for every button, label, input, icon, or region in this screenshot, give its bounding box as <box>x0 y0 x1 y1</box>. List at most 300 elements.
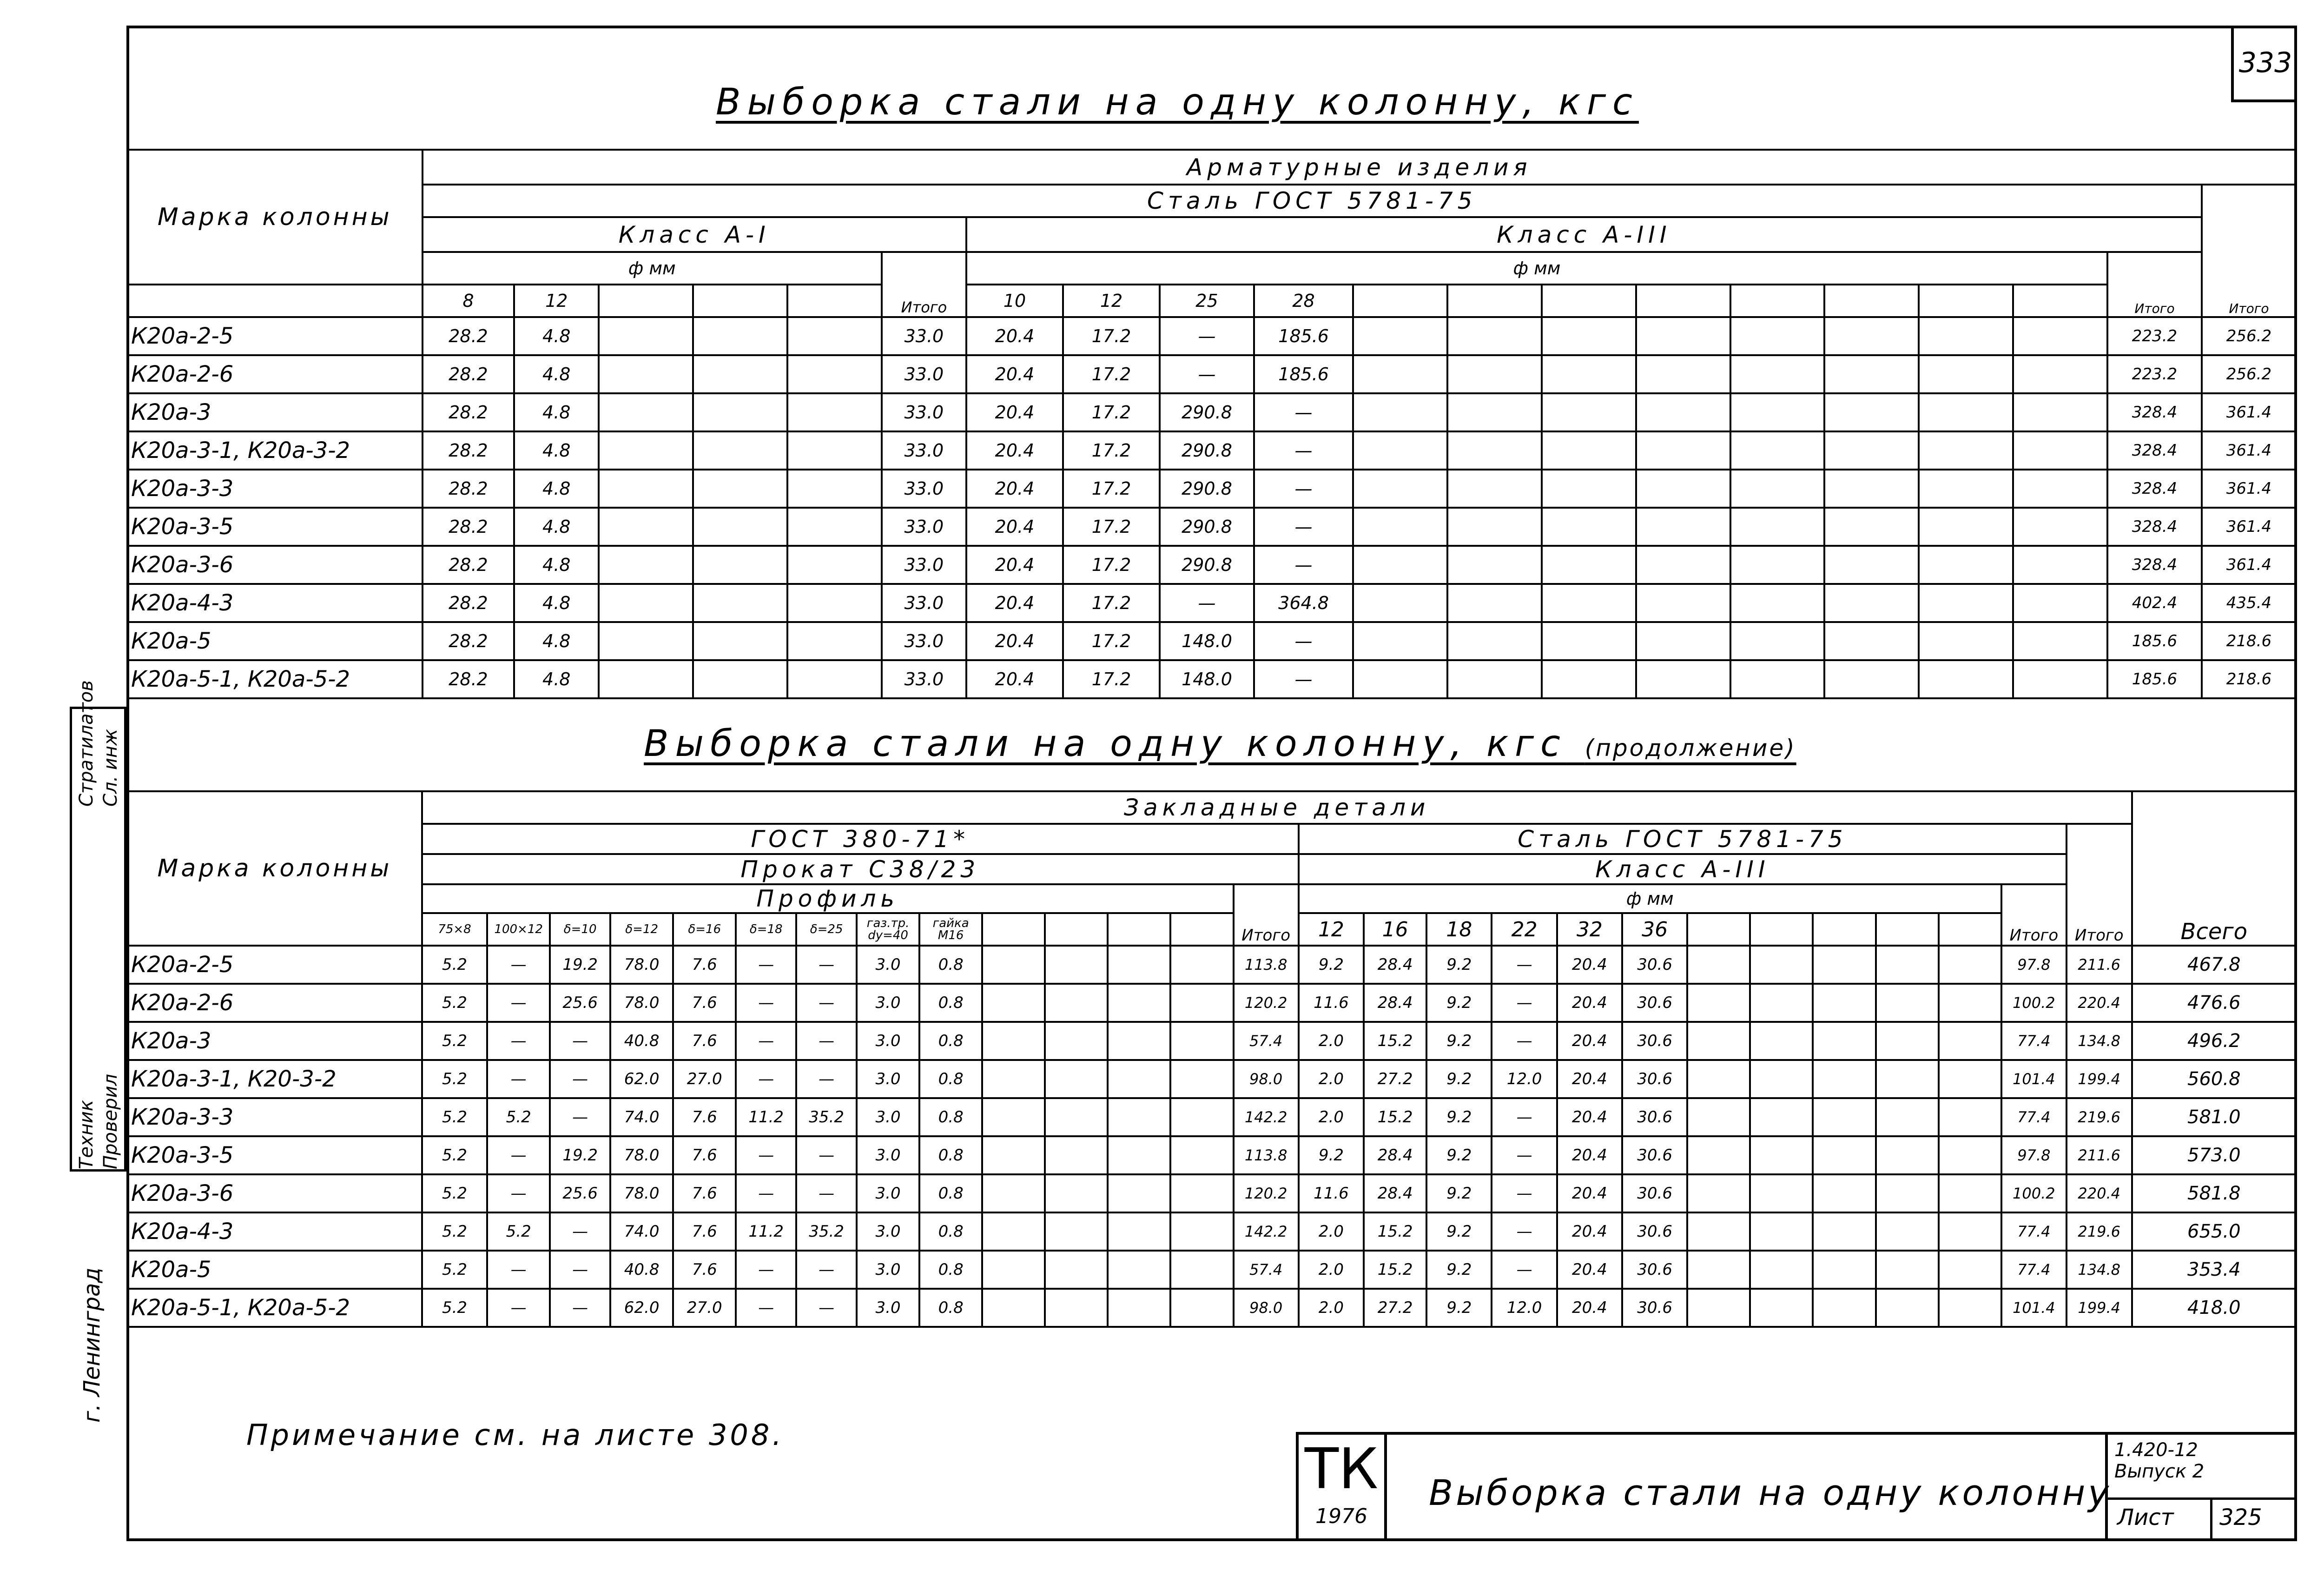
cell-profile: — <box>796 1136 857 1174</box>
cell-a1-8: 28.2 <box>423 508 515 546</box>
cell-profile: — <box>487 1060 550 1098</box>
cell-profile: 0.8 <box>919 1060 982 1098</box>
cell-empty <box>1687 1022 1750 1060</box>
cell-a3-28: — <box>1254 431 1353 470</box>
cell-empty <box>982 1251 1045 1289</box>
cell-empty <box>693 431 787 470</box>
cell-empty <box>1353 317 1447 355</box>
cell-sum-rolled: 98.0 <box>1234 1289 1299 1327</box>
cell-empty <box>1542 317 1636 355</box>
cell-empty <box>1813 1251 1875 1289</box>
cell-grand-total: 418.0 <box>2132 1289 2296 1327</box>
cell-empty <box>1353 584 1447 622</box>
cell-sum-a1: 33.0 <box>882 393 966 431</box>
cell-profile: — <box>487 1289 550 1327</box>
cell-empty <box>1353 470 1447 508</box>
cell-sum-a1: 33.0 <box>882 546 966 584</box>
cell-empty <box>1108 1251 1170 1289</box>
cell-a3-25: 290.8 <box>1160 470 1254 508</box>
cell-a3-10: 20.4 <box>966 431 1063 470</box>
cell-a3-28: 364.8 <box>1254 584 1353 622</box>
stamp-series: 1.420-12 <box>2114 1439 2198 1461</box>
cell-empty <box>1939 984 2001 1022</box>
cell-sum-rebar: 77.4 <box>2001 1098 2067 1136</box>
cell-profile: 3.0 <box>857 1251 919 1289</box>
cell-sum-a3: 328.4 <box>2107 508 2202 546</box>
cell-empty <box>599 393 693 431</box>
cell-empty <box>1730 355 1825 393</box>
cell-empty <box>1542 355 1636 393</box>
cell-sum-total: 199.4 <box>2067 1060 2132 1098</box>
cell-diam: 30.6 <box>1622 1098 1687 1136</box>
cell-empty <box>787 546 882 584</box>
cell-empty <box>1919 584 2013 622</box>
cell-empty <box>1542 622 1636 660</box>
cell-diam: 15.2 <box>1364 1212 1426 1251</box>
cell-profile: — <box>796 1060 857 1098</box>
cell-a3-28: 185.6 <box>1254 317 1353 355</box>
cell-profile: 5.2 <box>422 946 487 984</box>
cell-empty <box>787 317 882 355</box>
cell-empty <box>1170 1174 1233 1212</box>
diam-22: 22 <box>1492 913 1557 946</box>
cell-total: 361.4 <box>2202 431 2296 470</box>
cell-empty <box>693 660 787 698</box>
cell-sum-total: 134.8 <box>2067 1022 2132 1060</box>
cell-empty <box>1447 431 1542 470</box>
table1-diam3-28: 28 <box>1254 285 1353 317</box>
cell-empty <box>787 508 882 546</box>
stamp-sheet-number: 325 <box>2219 1504 2262 1530</box>
cell-profile: — <box>736 1060 796 1098</box>
cell-diam: — <box>1492 1174 1557 1212</box>
cell-a3-12: 17.2 <box>1063 508 1160 546</box>
cell-empty <box>693 508 787 546</box>
cell-profile: — <box>550 1212 610 1251</box>
cell-empty <box>1876 946 1939 984</box>
cell-profile: 62.0 <box>610 1289 673 1327</box>
row-mark: К20а-4-3 <box>127 1212 422 1251</box>
table-row <box>127 622 2296 660</box>
table-row <box>127 1289 2296 1327</box>
cell-empty <box>1919 355 2013 393</box>
cell-a3-12: 17.2 <box>1063 317 1160 355</box>
cell-empty <box>1813 984 1875 1022</box>
cell-profile: — <box>736 984 796 1022</box>
cell-profile: 0.8 <box>919 1136 982 1174</box>
cell-empty <box>1730 546 1825 584</box>
cell-profile: 5.2 <box>487 1212 550 1251</box>
cell-empty <box>1353 546 1447 584</box>
cell-profile: — <box>796 1251 857 1289</box>
cell-a3-28: — <box>1254 470 1353 508</box>
cell-empty <box>1813 1098 1875 1136</box>
stamp-issue: Выпуск 2 <box>2114 1461 2205 1482</box>
diam-18: 18 <box>1426 913 1492 946</box>
cell-a3-12: 17.2 <box>1063 355 1160 393</box>
profile-4: δ=16 <box>673 913 736 946</box>
cell-empty <box>1636 317 1730 355</box>
cell-empty <box>1636 393 1730 431</box>
cell-empty <box>1108 1212 1170 1251</box>
cell-empty <box>1876 1136 1939 1174</box>
table-row <box>127 984 2296 1022</box>
cell-sum-a3: 185.6 <box>2107 622 2202 660</box>
cell-empty <box>1542 546 1636 584</box>
cell-diam: 20.4 <box>1557 1174 1622 1212</box>
cell-empty <box>1447 546 1542 584</box>
cell-grand-total: 581.8 <box>2132 1174 2296 1212</box>
sig-name-1: Стратилатов <box>76 680 97 807</box>
cell-a3-10: 20.4 <box>966 470 1063 508</box>
diam-empty <box>1750 913 1813 946</box>
cell-empty <box>2013 431 2107 470</box>
cell-empty <box>1447 393 1542 431</box>
cell-empty <box>1750 1212 1813 1251</box>
cell-profile: — <box>550 1251 610 1289</box>
cell-diam: 30.6 <box>1622 1251 1687 1289</box>
cell-sum-a1: 33.0 <box>882 622 966 660</box>
cell-empty <box>1824 317 1919 355</box>
cell-total: 256.2 <box>2202 317 2296 355</box>
cell-diam: 20.4 <box>1557 1060 1622 1098</box>
row-mark: К20а-2-6 <box>127 984 422 1022</box>
table2-title-suffix: (продолжение) <box>1585 735 1796 762</box>
cell-total: 218.6 <box>2202 660 2296 698</box>
cell-diam: 9.2 <box>1426 984 1492 1022</box>
cell-a3-25: 148.0 <box>1160 660 1254 698</box>
cell-diam: 30.6 <box>1622 1212 1687 1251</box>
cell-empty <box>1730 622 1825 660</box>
cell-profile: — <box>796 946 857 984</box>
city-label: г. Ленинград <box>79 1267 105 1423</box>
cell-empty <box>1636 470 1730 508</box>
cell-profile: 0.8 <box>919 1174 982 1212</box>
cell-empty <box>1447 317 1542 355</box>
cell-empty <box>1045 1212 1108 1251</box>
cell-a3-28: — <box>1254 622 1353 660</box>
row-mark: К20а-3-3 <box>127 470 423 508</box>
cell-sum-rebar: 77.4 <box>2001 1251 2067 1289</box>
cell-diam: 30.6 <box>1622 1174 1687 1212</box>
cell-empty <box>1447 508 1542 546</box>
table2-total2-header: Итого <box>2001 884 2067 946</box>
cell-diam: 27.2 <box>1364 1060 1426 1098</box>
cell-empty <box>1353 355 1447 393</box>
table2-gost-header: ГОСТ 380-71* <box>422 824 1299 854</box>
cell-profile: 3.0 <box>857 1060 919 1098</box>
cell-diam: 30.6 <box>1622 1136 1687 1174</box>
cell-a3-12: 17.2 <box>1063 470 1160 508</box>
cell-grand-total: 353.4 <box>2132 1251 2296 1289</box>
cell-empty <box>1813 1212 1875 1251</box>
cell-diam: 12.0 <box>1492 1060 1557 1098</box>
signature-block <box>70 680 126 1172</box>
cell-sum-a1: 33.0 <box>882 660 966 698</box>
row-mark: К20а-3-5 <box>127 508 423 546</box>
cell-sum-a1: 33.0 <box>882 431 966 470</box>
cell-sum-a3: 223.2 <box>2107 317 2202 355</box>
cell-diam: 11.6 <box>1299 1174 1364 1212</box>
cell-empty <box>1687 1212 1750 1251</box>
table2-rolled-header: Прокат С38/23 <box>422 854 1299 884</box>
table1-class3-header: Класс А-III <box>966 217 2202 252</box>
cell-empty <box>1750 1136 1813 1174</box>
cell-profile: 3.0 <box>857 1289 919 1327</box>
table-row <box>127 660 2296 698</box>
cell-profile: 40.8 <box>610 1022 673 1060</box>
cell-empty <box>1687 1098 1750 1136</box>
cell-empty <box>599 584 693 622</box>
cell-profile: — <box>550 1060 610 1098</box>
cell-diam: 30.6 <box>1622 1022 1687 1060</box>
cell-profile: — <box>487 1251 550 1289</box>
cell-diam: — <box>1492 1212 1557 1251</box>
cell-grand-total: 581.0 <box>2132 1098 2296 1136</box>
cell-sum-rebar: 77.4 <box>2001 1212 2067 1251</box>
cell-a3-12: 17.2 <box>1063 546 1160 584</box>
cell-a3-28: — <box>1254 393 1353 431</box>
profile-5: δ=18 <box>736 913 796 946</box>
cell-empty <box>1876 1212 1939 1251</box>
cell-empty <box>1730 660 1825 698</box>
cell-profile: 25.6 <box>550 984 610 1022</box>
cell-empty <box>599 546 693 584</box>
cell-profile: 5.2 <box>422 1212 487 1251</box>
cell-diam: 30.6 <box>1622 1289 1687 1327</box>
cell-profile: — <box>550 1289 610 1327</box>
cell-profile: 62.0 <box>610 1060 673 1098</box>
cell-empty <box>1542 508 1636 546</box>
cell-profile: — <box>736 1022 796 1060</box>
cell-diam: 20.4 <box>1557 1289 1622 1327</box>
cell-empty <box>1045 1289 1108 1327</box>
cell-sum-rolled: 57.4 <box>1234 1251 1299 1289</box>
cell-empty <box>1108 1174 1170 1212</box>
cell-profile: — <box>736 1174 796 1212</box>
cell-profile: 19.2 <box>550 946 610 984</box>
cell-diam: 30.6 <box>1622 1060 1687 1098</box>
table1-diam3-12: 12 <box>1063 285 1160 317</box>
cell-a1-12: 4.8 <box>514 431 599 470</box>
table-row <box>127 1136 2296 1174</box>
cell-empty <box>1919 317 2013 355</box>
cell-empty <box>1170 1289 1233 1327</box>
profile-8: гайка M16 <box>919 913 982 946</box>
cell-profile: — <box>736 1136 796 1174</box>
cell-diam: 15.2 <box>1364 1022 1426 1060</box>
cell-empty <box>693 584 787 622</box>
cell-sum-rolled: 120.2 <box>1234 1174 1299 1212</box>
table-row <box>127 355 2296 393</box>
cell-profile: — <box>550 1022 610 1060</box>
table1-title: Выборка стали на одну колонну, кгс <box>716 81 1639 123</box>
cell-empty <box>1919 660 2013 698</box>
row-mark: К20а-3-1, К20а-3-2 <box>127 431 423 470</box>
cell-total: 218.6 <box>2202 622 2296 660</box>
cell-empty <box>1919 393 2013 431</box>
cell-empty <box>1045 1098 1108 1136</box>
table-row <box>127 946 2296 984</box>
cell-diam: 2.0 <box>1299 1060 1364 1098</box>
cell-empty <box>1919 470 2013 508</box>
cell-empty <box>1447 470 1542 508</box>
cell-a1-8: 28.2 <box>423 660 515 698</box>
cell-profile: 5.2 <box>422 1022 487 1060</box>
cell-empty <box>1750 946 1813 984</box>
cell-a3-12: 17.2 <box>1063 393 1160 431</box>
cell-empty <box>1353 660 1447 698</box>
cell-empty <box>1108 1060 1170 1098</box>
table1-group-header: Арматурные изделия <box>423 150 2296 185</box>
cell-empty <box>787 470 882 508</box>
cell-a1-12: 4.8 <box>514 546 599 584</box>
cell-empty <box>599 355 693 393</box>
cell-empty <box>2013 508 2107 546</box>
cell-a3-25: — <box>1160 584 1254 622</box>
cell-sum-total: 220.4 <box>2067 1174 2132 1212</box>
cell-total: 361.4 <box>2202 393 2296 431</box>
cell-diam: 2.0 <box>1299 1251 1364 1289</box>
table-row <box>127 584 2296 622</box>
cell-profile: 35.2 <box>796 1098 857 1136</box>
cell-empty <box>1636 546 1730 584</box>
cell-empty <box>1108 984 1170 1022</box>
diam-36: 36 <box>1622 913 1687 946</box>
cell-diam: 9.2 <box>1426 1212 1492 1251</box>
cell-profile: 5.2 <box>422 1060 487 1098</box>
cell-sum-rolled: 120.2 <box>1234 984 1299 1022</box>
cell-a1-12: 4.8 <box>514 508 599 546</box>
cell-a3-10: 20.4 <box>966 622 1063 660</box>
cell-diam: — <box>1492 1251 1557 1289</box>
cell-profile: 74.0 <box>610 1212 673 1251</box>
cell-a1-12: 4.8 <box>514 317 599 355</box>
cell-profile: 25.6 <box>550 1174 610 1212</box>
cell-empty <box>1730 431 1825 470</box>
row-mark: К20а-2-5 <box>127 317 423 355</box>
diam-empty <box>1939 913 2001 946</box>
cell-a1-8: 28.2 <box>423 431 515 470</box>
cell-sum-rebar: 101.4 <box>2001 1289 2067 1327</box>
profile-0: 75×8 <box>422 913 487 946</box>
cell-empty <box>1687 1136 1750 1174</box>
cell-profile: — <box>736 946 796 984</box>
footnote: Примечание см. на листе 308. <box>246 1418 785 1452</box>
cell-diam: 9.2 <box>1299 946 1364 984</box>
cell-empty <box>1687 1289 1750 1327</box>
cell-grand-total: 560.8 <box>2132 1060 2296 1098</box>
cell-a1-8: 28.2 <box>423 393 515 431</box>
cell-diam: 9.2 <box>1299 1136 1364 1174</box>
cell-empty <box>982 1212 1045 1251</box>
cell-empty <box>1447 355 1542 393</box>
table2-mark-header: Марка колонны <box>127 791 422 946</box>
cell-diam: 20.4 <box>1557 1136 1622 1174</box>
cell-empty <box>1939 1022 2001 1060</box>
cell-diam: 20.4 <box>1557 1022 1622 1060</box>
cell-a1-12: 4.8 <box>514 584 599 622</box>
embedded-parts-table <box>126 790 2297 1328</box>
cell-empty <box>1750 1289 1813 1327</box>
cell-sum-a3: 328.4 <box>2107 470 2202 508</box>
cell-profile: 27.0 <box>673 1060 736 1098</box>
cell-empty <box>1876 984 1939 1022</box>
cell-diam: 20.4 <box>1557 984 1622 1022</box>
cell-sum-rebar: 101.4 <box>2001 1060 2067 1098</box>
cell-empty <box>1939 1060 2001 1098</box>
cell-empty <box>1170 1136 1233 1174</box>
cell-diam: 15.2 <box>1364 1251 1426 1289</box>
cell-empty <box>1045 1136 1108 1174</box>
cell-empty <box>2013 470 2107 508</box>
cell-empty <box>1750 1022 1813 1060</box>
row-mark: К20а-3-3 <box>127 1098 422 1136</box>
cell-sum-a1: 33.0 <box>882 584 966 622</box>
cell-grand-total: 573.0 <box>2132 1136 2296 1174</box>
cell-diam: 9.2 <box>1426 1022 1492 1060</box>
cell-empty <box>1876 1060 1939 1098</box>
cell-sum-a3: 328.4 <box>2107 431 2202 470</box>
cell-empty <box>787 355 882 393</box>
cell-total: 256.2 <box>2202 355 2296 393</box>
cell-sum-total: 211.6 <box>2067 1136 2132 1174</box>
cell-sum-a1: 33.0 <box>882 317 966 355</box>
cell-empty <box>1730 584 1825 622</box>
cell-sum-a1: 33.0 <box>882 355 966 393</box>
cell-profile: 74.0 <box>610 1098 673 1136</box>
cell-diam: 28.4 <box>1364 1174 1426 1212</box>
cell-empty <box>1636 622 1730 660</box>
cell-empty <box>1824 431 1919 470</box>
cell-empty <box>1876 1251 1939 1289</box>
cell-empty <box>1813 1022 1875 1060</box>
cell-empty <box>1939 1174 2001 1212</box>
table-row <box>127 546 2296 584</box>
cell-a3-10: 20.4 <box>966 660 1063 698</box>
cell-diam: 27.2 <box>1364 1289 1426 1327</box>
cell-profile: — <box>736 1251 796 1289</box>
cell-empty <box>693 317 787 355</box>
cell-profile: — <box>736 1289 796 1327</box>
cell-empty <box>693 393 787 431</box>
cell-profile: 35.2 <box>796 1212 857 1251</box>
cell-empty <box>1542 470 1636 508</box>
table-row <box>127 1251 2296 1289</box>
cell-profile: 3.0 <box>857 1098 919 1136</box>
cell-empty <box>1824 660 1919 698</box>
cell-sum-rolled: 113.8 <box>1234 946 1299 984</box>
cell-empty <box>1919 508 2013 546</box>
cell-empty <box>1353 622 1447 660</box>
cell-profile: 78.0 <box>610 946 673 984</box>
tk-letters: ТК <box>1304 1437 1379 1502</box>
table-row <box>127 431 2296 470</box>
cell-diam: — <box>1492 946 1557 984</box>
cell-empty <box>1730 508 1825 546</box>
cell-sum-total: 219.6 <box>2067 1212 2132 1251</box>
cell-empty <box>1939 1212 2001 1251</box>
cell-total: 361.4 <box>2202 546 2296 584</box>
cell-diam: 28.4 <box>1364 1136 1426 1174</box>
cell-empty <box>1876 1098 1939 1136</box>
cell-a1-12: 4.8 <box>514 660 599 698</box>
table1-diam-8: 8 <box>423 285 515 317</box>
cell-diam: 12.0 <box>1492 1289 1557 1327</box>
cell-empty <box>1730 317 1825 355</box>
table1-sum3-header: Итого <box>2107 252 2202 317</box>
cell-a3-12: 17.2 <box>1063 622 1160 660</box>
